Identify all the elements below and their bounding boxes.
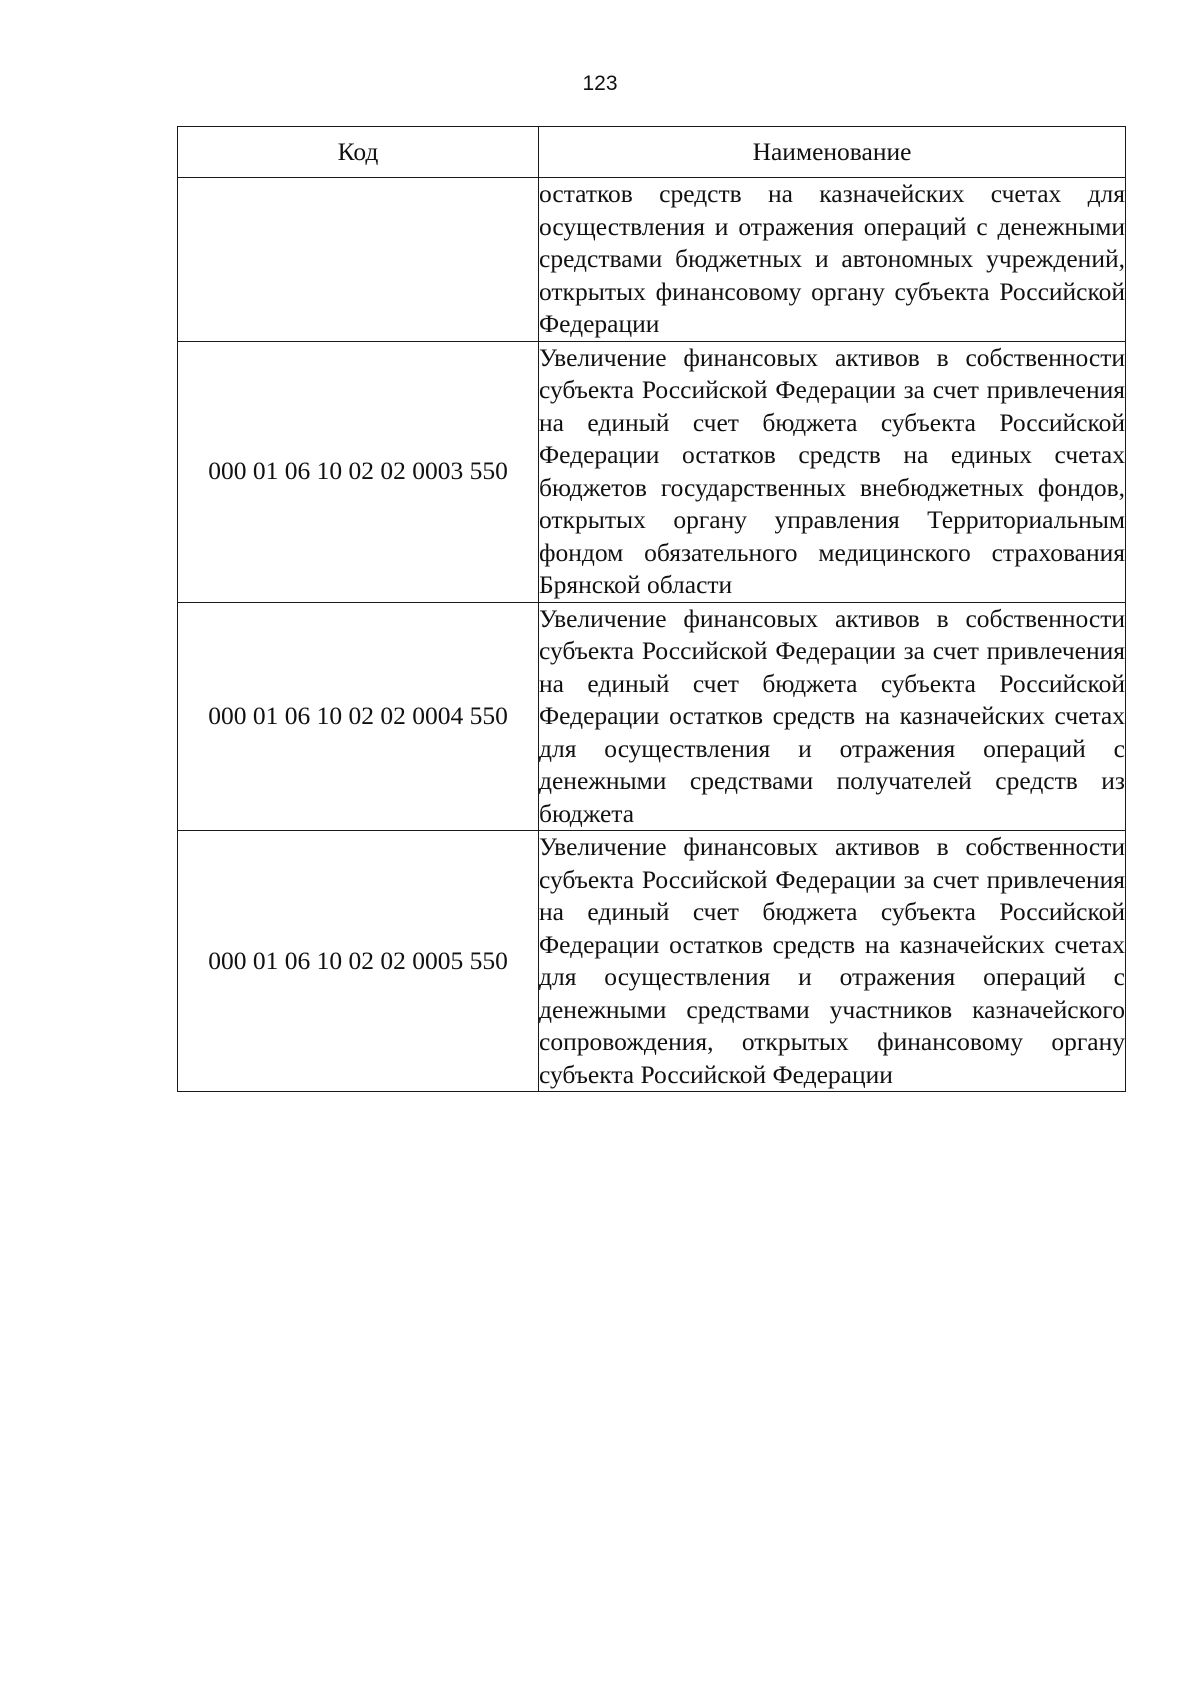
page-number: 123 <box>582 72 618 95</box>
name-cell: Увеличение финансовых активов в собственности субъекта Российской Федерации за счет привлечения на единый счет бюджета субъекта Российской Федерации остатков средств на казначейских счетах для осуществления и отражения операций с денежными средствами получателей средств из бюджета <box>539 602 1126 831</box>
code-cell <box>178 178 539 342</box>
table-row <box>178 602 1126 831</box>
header-name: Наименование <box>539 127 1126 178</box>
code-cell: 000 01 06 10 02 02 0003 550 <box>178 341 539 602</box>
table-row <box>178 178 1126 342</box>
code-cell: 000 01 06 10 02 02 0004 550 <box>178 602 539 831</box>
table-row <box>178 341 1126 602</box>
table-row <box>178 831 1126 1092</box>
name-cell: остатков средств на казначейских счетах для осуществления и отражения операций с денежными средствами бюджетных и автономных учреждений, открытых финансовому органу субъекта Российской Федерации <box>539 178 1126 342</box>
name-cell: Увеличение финансовых активов в собственности субъекта Российской Федерации за счет привлечения на единый счет бюджета субъекта Российской Федерации остатков средств на единых счетах бюджетов государственных внебюджетных фондов, открытых органу управления Территориальным фондом обязательного медицинского страхования Брянской области <box>539 341 1126 602</box>
header-code: Код <box>178 127 539 178</box>
table-header-row <box>178 127 1126 178</box>
code-cell: 000 01 06 10 02 02 0005 550 <box>178 831 539 1092</box>
name-cell: Увеличение финансовых активов в собственности субъекта Российской Федерации за счет привлечения на единый счет бюджета субъекта Российской Федерации остатков средств на казначейских счетах для осуществления и отражения операций с денежными средствами участников казначейского сопровождения, открытых финансовому органу субъекта Российской Федерации <box>539 831 1126 1092</box>
budget-codes-table <box>177 126 1126 1092</box>
